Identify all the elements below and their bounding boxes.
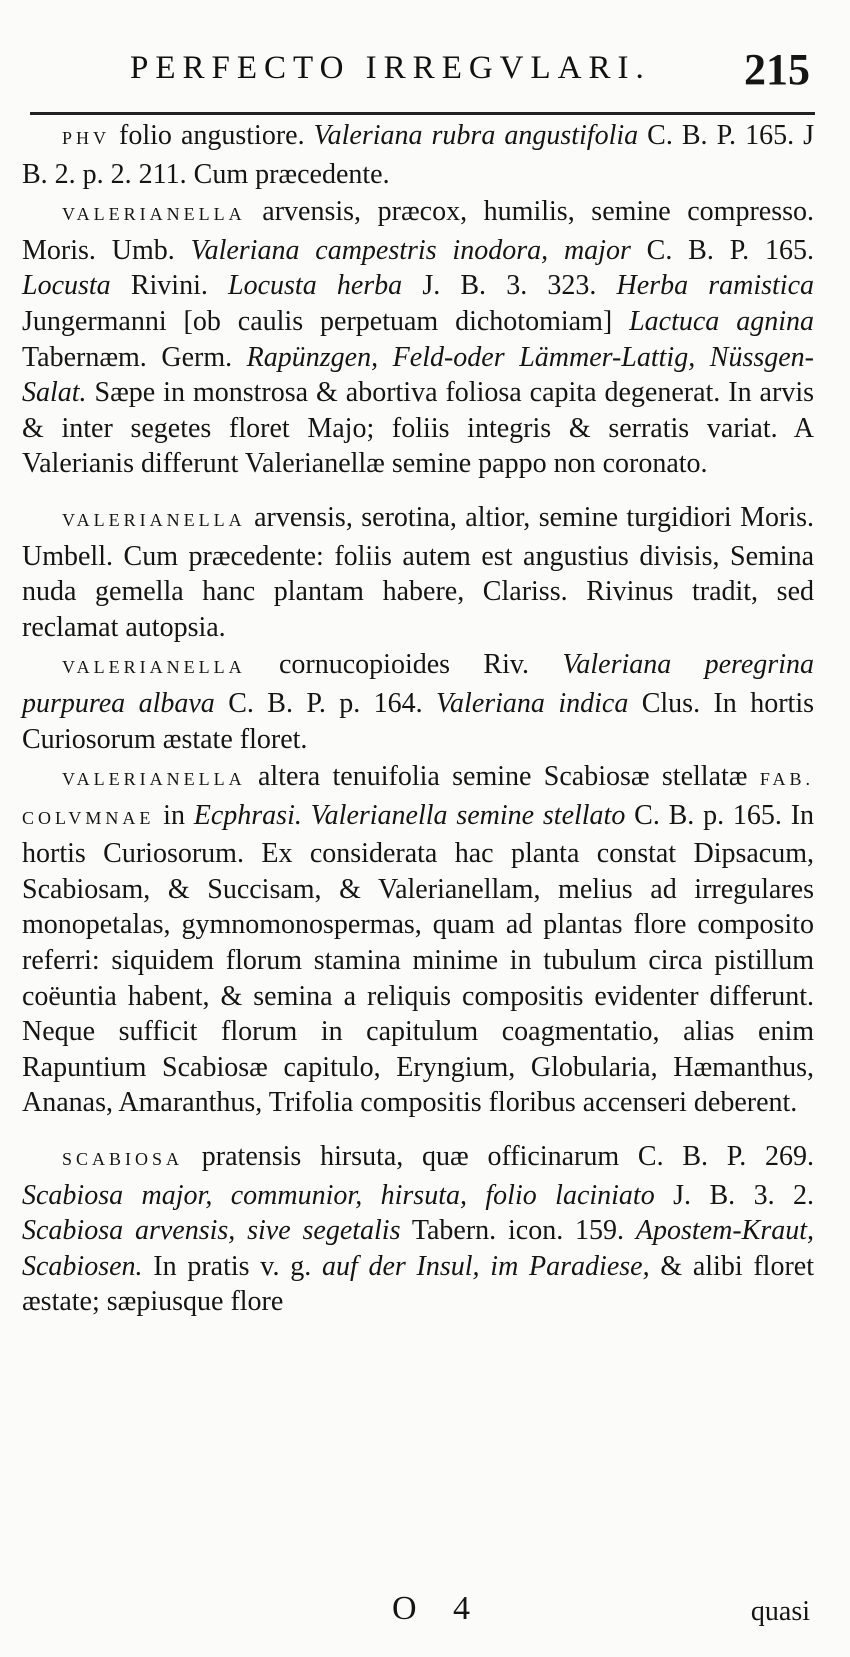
body-text: Sæpe in monstrosa & abortiva foliosa capita degenerat. In arvis & inter segetes floret Majo; foliis integris & serratis variat. A Valerianis differunt Valerianellæ semine pappo non coronato.: [22, 377, 814, 480]
italic-text: Lactuca agnina: [629, 305, 814, 337]
body-text: Tabern. icon. 159.: [400, 1215, 636, 1247]
italic-text: Scabiosa major, communior, hirsuta, folio laciniato: [22, 1179, 655, 1211]
body-text: Clus. In hortis Curiosorum æstate floret.: [22, 687, 814, 755]
body-text: J. B. 3. 323.: [402, 270, 617, 302]
body-text: J. B. 3. 2.: [654, 1179, 814, 1211]
italic-text: Locusta: [22, 270, 111, 302]
body-text: cornucopioides Riv.: [245, 649, 563, 681]
body-text: altera tenuifolia semine Scabiosæ stellatæ: [245, 761, 760, 793]
small-caps-text: FAB. COLVMNAE: [22, 769, 814, 828]
body-text: Rivini.: [110, 270, 229, 302]
page-body: [22, 118, 814, 1322]
small-caps-text: VALERIANELLA: [62, 769, 246, 790]
italic-text: Valeriana rubra angustifolia: [313, 120, 639, 151]
italic-text: auf der Insul, im Paradiese,: [321, 1250, 650, 1282]
body-text: C. B. p. 165. In hortis Curiosorum. Ex considerata hac planta constat Dipsacum, Scabiosam, & Succisam, & Valerianellam, melius ad irregulares monopetalas, gymnomonospermas, quam ad plantas flore composito referri: siquidem florum stamina minime in tubulum circa pistillum coëuntia habent, & semina a reliquis compositis evidenter differunt. Neque sufficit florum in capitulum coagmentatio, alias enim Rapuntium Scabiosæ capitulo, Eryngium, Globularia, Hæmanthus, Ananas, Amaranthus, Trifolia compositis floribus accenseri deberent.: [22, 799, 815, 1119]
entry-paragraph: [22, 500, 814, 645]
signature-mark: O 4: [392, 1590, 485, 1627]
entry-paragraph: [22, 1139, 814, 1320]
italic-text: Valerianella semine stellato: [310, 799, 626, 831]
body-text: arvensis, serotina, altior, semine turgidiori Moris. Umbell. Cum præcedente: foliis autem est angustius divisis, Semina nuda gemella hanc plantam habere, Clariss. Rivinus tradit, sed reclamat autopsia.: [22, 501, 814, 643]
page-footer: [0, 1590, 850, 1640]
italic-text: Valeriana campestris inodora, major: [190, 234, 631, 266]
body-text: Tabernæm. Germ.: [22, 341, 247, 373]
small-caps-text: SCABIOSA: [62, 1149, 184, 1170]
entry-paragraph: [22, 194, 814, 482]
body-text: C. B. P. p. 164.: [214, 687, 437, 719]
entry-paragraph: [22, 759, 814, 1121]
small-caps-text: VALERIANELLA: [62, 509, 246, 530]
header-rule: [30, 112, 815, 115]
italic-text: Valeriana peregrina purpurea albava: [22, 649, 814, 719]
body-text: C. B. P. 165.: [630, 234, 814, 266]
body-text: & alibi floret æstate; sæpiusque flore: [22, 1250, 814, 1318]
body-text: folio angustiore.: [110, 120, 314, 151]
page-number: 215: [744, 45, 810, 94]
italic-text: Scabiosa arvensis, sive segetalis: [22, 1215, 401, 1247]
small-caps-text: VALERIANELLA: [62, 204, 246, 225]
italic-text: Herba ramistica: [616, 270, 815, 302]
body-text: [302, 800, 311, 831]
italic-text: Rapünzgen, Feld-oder Lämmer-Lattig, Nüssgen-Salat.: [22, 341, 814, 409]
entry-paragraph: [22, 118, 814, 192]
small-caps-text: VALERIANELLA: [62, 657, 246, 678]
catchword: quasi: [750, 1596, 810, 1627]
entry-paragraph: [22, 647, 814, 757]
italic-text: Locusta herba: [228, 270, 403, 302]
body-text: pratensis hirsuta, quæ officinarum C. B. P. 269.: [183, 1141, 814, 1173]
page-header: [130, 46, 810, 96]
body-text: In pratis v. g.: [142, 1250, 322, 1282]
body-text: in: [154, 799, 194, 831]
body-text: Jungermanni [ob caulis perpetuam dichotomiam]: [22, 305, 630, 337]
running-title: PERFECTO IRREGVLARI.: [130, 50, 651, 86]
small-caps-text: PHV: [62, 128, 111, 148]
italic-text: Valeriana indica: [436, 687, 629, 719]
italic-text: Ecphrasi.: [193, 799, 302, 831]
italic-text: Apostem-Kraut, Scabiosen.: [22, 1215, 814, 1282]
body-text: C. B. P. 165. J B. 2. p. 2. 211. Cum præcedente.: [22, 120, 815, 190]
body-text: arvensis, præcox, humilis, semine compresso. Moris. Umb.: [22, 196, 814, 266]
